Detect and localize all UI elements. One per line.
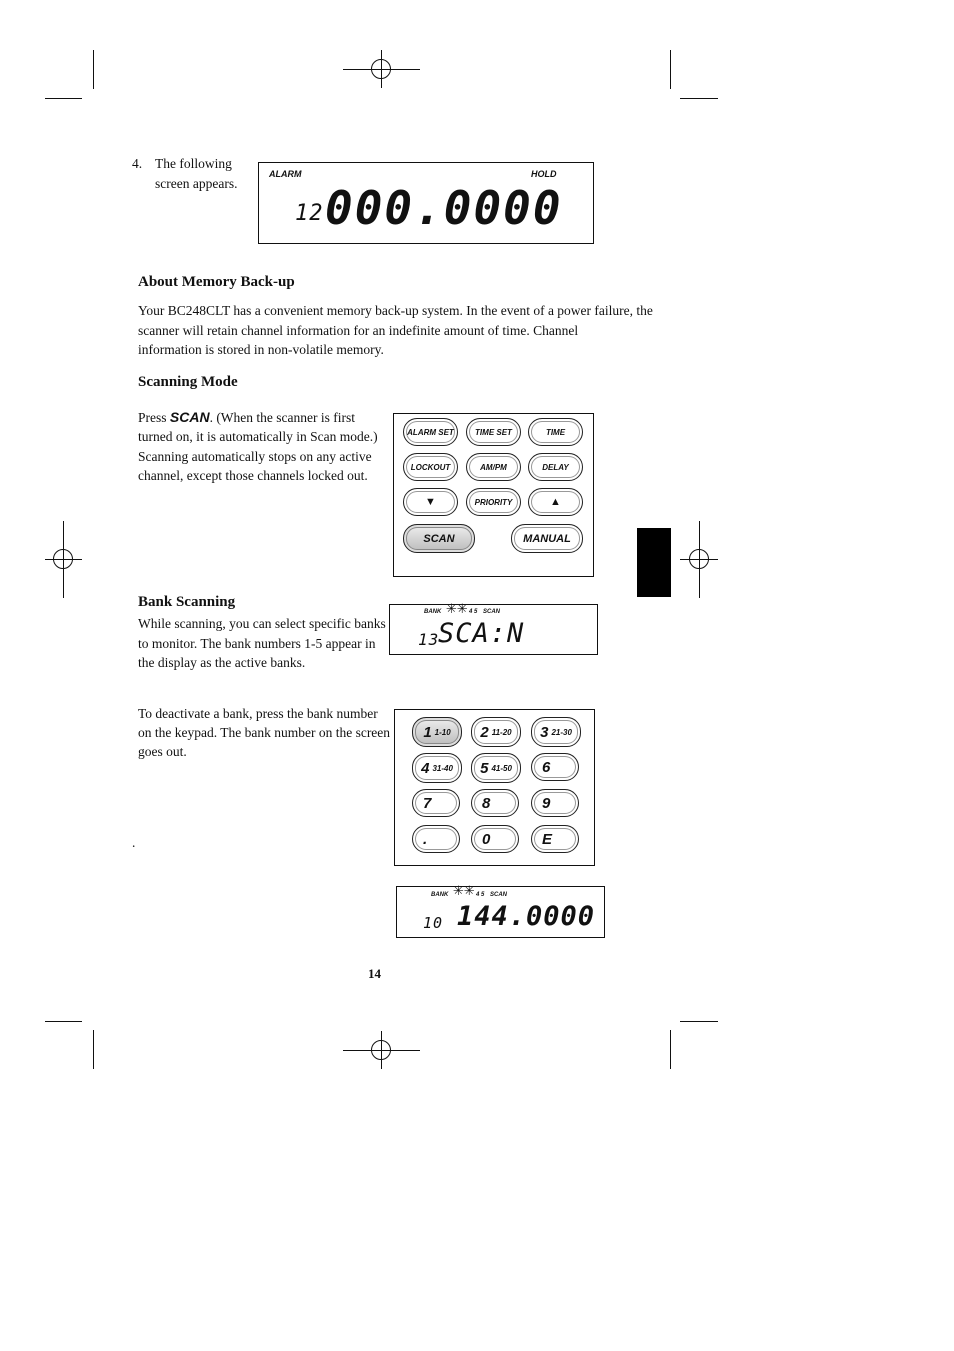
crop-mark bbox=[670, 1030, 671, 1069]
time-set-button[interactable]: TIME SET bbox=[466, 418, 521, 446]
key-e[interactable]: E bbox=[531, 825, 579, 853]
lockout-button[interactable]: LOCKOUT bbox=[403, 453, 458, 481]
paragraph-line: Your BC248CLT has a convenient memory back-up system. In the event of a power failure, the bbox=[138, 303, 653, 318]
key-0[interactable]: 0 bbox=[471, 825, 519, 853]
paragraph-line: information is stored in non-volatile memory. bbox=[138, 342, 384, 357]
section-heading: Scanning Mode bbox=[138, 374, 238, 390]
hold-indicator: HOLD bbox=[531, 169, 557, 179]
paragraph-line: Scanning automatically stops on any active bbox=[138, 449, 372, 464]
paragraph-line: channel, except those channels locked out. bbox=[138, 468, 368, 483]
bank-numbers: 4 5 bbox=[476, 892, 485, 898]
paragraph-line bbox=[138, 408, 355, 428]
channel-number: 10 bbox=[423, 914, 444, 932]
key-decimal[interactable]: . bbox=[412, 825, 460, 853]
time-button[interactable]: TIME bbox=[528, 418, 583, 446]
page-number: 14 bbox=[368, 966, 381, 981]
delay-button[interactable]: DELAY bbox=[528, 453, 583, 481]
scan-indicator: SCAN bbox=[483, 609, 501, 615]
up-arrow-button[interactable]: ▲ bbox=[528, 488, 583, 516]
paragraph-line: scanner will retain channel information for an indefinite amount of time. Channel bbox=[138, 323, 579, 338]
am-pm-button[interactable]: AM/PM bbox=[466, 453, 521, 481]
channel-number: 12 bbox=[295, 201, 324, 226]
paragraph-line: While scanning, you can select specific banks bbox=[138, 616, 386, 631]
registration-mark bbox=[371, 59, 391, 79]
key-5[interactable]: 5 41-50 bbox=[471, 753, 521, 783]
paragraph-line: goes out. bbox=[138, 744, 187, 759]
lcd-display bbox=[389, 604, 598, 655]
key-1[interactable]: 1 1-10 bbox=[412, 717, 462, 747]
scan-button[interactable]: SCAN bbox=[403, 524, 475, 553]
bank-indicator: BANK bbox=[424, 609, 442, 615]
blinking-bank-icon: ✳✳ bbox=[453, 884, 475, 899]
key-6[interactable]: 6 bbox=[531, 753, 579, 781]
crop-mark bbox=[45, 98, 82, 99]
lcd-display bbox=[396, 886, 605, 938]
key-2[interactable]: 2 11-20 bbox=[471, 717, 521, 747]
frequency-readout: 144.0000 bbox=[457, 901, 596, 932]
manual-button[interactable]: MANUAL bbox=[511, 524, 583, 553]
paragraph-text: . (When the scanner is first bbox=[209, 410, 356, 425]
key-8[interactable]: 8 bbox=[471, 789, 519, 817]
paragraph-line: on the keypad. The bank number on the screen bbox=[138, 725, 391, 740]
crop-mark bbox=[670, 50, 671, 89]
registration-mark bbox=[689, 549, 709, 569]
section-heading: About Memory Back-up bbox=[138, 274, 295, 290]
key-3[interactable]: 3 21-30 bbox=[531, 717, 581, 747]
bank-numbers: 4 5 bbox=[469, 609, 478, 615]
crop-mark bbox=[45, 1021, 82, 1022]
stray-dot: . bbox=[132, 835, 136, 850]
section-heading: Bank Scanning bbox=[138, 594, 236, 610]
step-text-line: The following bbox=[155, 156, 232, 171]
press-text: Press bbox=[138, 410, 167, 425]
crop-mark bbox=[93, 50, 94, 89]
step-number: 4. bbox=[132, 156, 143, 171]
crop-mark bbox=[680, 1021, 718, 1022]
alarm-set-button[interactable]: ALARM SET bbox=[403, 418, 458, 446]
key-9[interactable]: 9 bbox=[531, 789, 579, 817]
scan-indicator: SCAN bbox=[490, 892, 508, 898]
paragraph-line: to monitor. The bank numbers 1-5 appear in bbox=[138, 636, 376, 651]
registration-mark bbox=[53, 549, 73, 569]
key-4[interactable]: 4 31-40 bbox=[412, 753, 462, 783]
number-keypad bbox=[394, 709, 595, 866]
registration-mark bbox=[371, 1040, 391, 1060]
function-keypad bbox=[393, 413, 594, 577]
lcd-display bbox=[258, 162, 594, 244]
paragraph-line: the display as the active banks. bbox=[138, 655, 306, 670]
alarm-indicator: ALARM bbox=[269, 169, 302, 179]
step-text-line: screen appears. bbox=[155, 176, 238, 191]
section-tab bbox=[637, 528, 671, 597]
down-arrow-button[interactable]: ▼ bbox=[403, 488, 458, 516]
priority-button[interactable]: PRIORITY bbox=[466, 488, 521, 516]
scan-readout: SCA:N bbox=[438, 618, 525, 649]
blinking-bank-icon: ✳✳ bbox=[446, 602, 468, 617]
bank-indicator: BANK bbox=[431, 892, 449, 898]
crop-mark bbox=[93, 1030, 94, 1069]
channel-number: 13 bbox=[418, 630, 440, 649]
paragraph-line: turned on, it is automatically in Scan mode.) bbox=[138, 429, 378, 444]
scan-key-label: SCAN bbox=[169, 409, 210, 425]
crop-mark bbox=[680, 98, 718, 99]
key-7[interactable]: 7 bbox=[412, 789, 460, 817]
frequency-readout: 000.0000 bbox=[325, 181, 563, 235]
paragraph-line: To deactivate a bank, press the bank number bbox=[138, 706, 378, 721]
